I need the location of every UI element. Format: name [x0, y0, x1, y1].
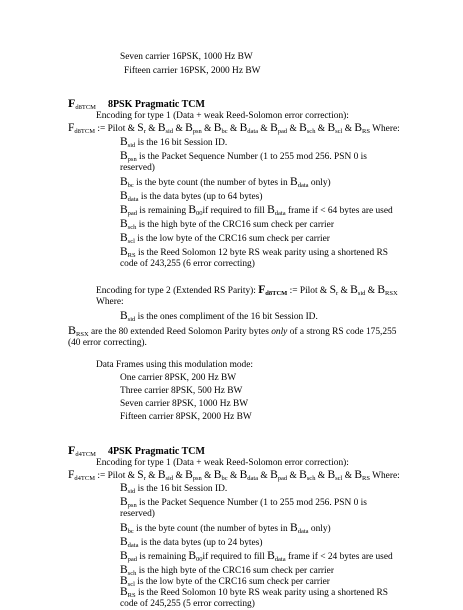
def-scl: $B_{scl}$ is the low byte of the CRC16 sum check per carrier [120, 232, 330, 245]
def-psn: $B_{psn}$ is the Packet Sequence Number (1 to 255 mod 256. PSN 0 is [120, 150, 367, 163]
def-sid: $B_{sid}$ is the 16 bit Session ID. [120, 136, 228, 149]
def-pad: $B_{pad}$ is remaining $B_{00}if$ required to fill $B_{data}$ frame if < 24 bytes are used [120, 550, 393, 563]
def-pad: $B_{pad}$ is remaining $B_{00}if$ required to fill $B_{data}$ frame if < 64 bytes are used [120, 204, 393, 217]
list-item: Fifteen carrier 16PSK, 2000 Hz BW [124, 66, 261, 76]
def-rsx-cont: (40 error correcting). [68, 338, 147, 348]
def-data: $B_{data}$ is the data bytes (up to 24 bytes) [120, 536, 263, 549]
def-psn-cont: reserved) [120, 509, 155, 519]
def-bc: $B_{bc}$ is the byte count (the number of bytes in $B_{data}$ only) [120, 176, 331, 189]
section-heading-4psk: $F_{d4TCM}$ 4PSK Pragmatic TCM [68, 443, 205, 458]
list-item: Fifteen carrier 8PSK, 2000 Hz BW [120, 412, 252, 422]
where-label: Where: [96, 297, 124, 307]
def-sch: $B_{sch}$ is the high byte of the CRC16 sum check per carrier [120, 218, 334, 231]
frame-formula: $F_{d8TCM}$ := Pilot & $S_r$ & $B_{sid}$ & $B_{psn}$ & $B_{bc}$ & $B_{data}$ & $B_{pad}$ & $B_{sch}$ & $B_{scl}$ & $B_{RS}$ Where: [68, 122, 400, 135]
def-psn-cont: reserved) [120, 163, 155, 173]
def-rs: $B_{RS}$ is the Reed Solomon 12 byte RS weak parity using a shortened RS [120, 246, 388, 259]
def-data: $B_{data}$ is the data bytes (up to 64 bytes) [120, 190, 263, 203]
frame-formula: $F_{d4TCM}$ := Pilot & $S_r$ & $B_{sid}$ & $B_{psn}$ & $B_{bc}$ & $B_{data}$ & $B_{pad}$ & $B_{sch}$ & $B_{scl}$ & $B_{RS}$ Where: [68, 469, 400, 482]
list-item: Seven carrier 16PSK, 1000 Hz BW [120, 52, 253, 62]
frames-title: Data Frames using this modulation mode: [96, 360, 254, 370]
encoding-type2-formula: Encoding for type 2 (Extended RS Parity): $F_{d8TCM}$ := Pilot & $S_r$ & $B_{sid}$ & $B_{RSX}$ [96, 284, 398, 297]
def-bc: $B_{bc}$ is the byte count (the number of bytes in $B_{data}$ only) [120, 522, 331, 535]
def-rs-cont: code of 243,255 (6 error correcting) [120, 259, 255, 269]
def-sch: $B_{sch}$ is the high byte of the CRC16 sum check per carrier [120, 564, 334, 577]
encoding-type1-label: Encoding for type 1 (Data + weak Reed-Solomon error correction): [96, 458, 349, 468]
def-sid-complement: $B_{sid}$ is the ones compliment of the 16 bit Session ID. [120, 310, 318, 323]
def-scl: $B_{scl}$ is the low byte of the CRC16 sum check per carrier [120, 575, 330, 588]
list-item: Seven carrier 8PSK, 1000 Hz BW [120, 399, 249, 409]
list-item: One carrier 8PSK, 200 Hz BW [120, 373, 237, 383]
encoding-type1-label: Encoding for type 1 (Data + weak Reed-Solomon error correction): [96, 111, 349, 121]
def-rs-cont: code of 245,255 (5 error correcting) [120, 599, 255, 609]
def-psn: $B_{psn}$ is the Packet Sequence Number (1 to 255 mod 256. PSN 0 is [120, 496, 367, 509]
section-heading-8psk: $F_{d8TCM}$ 8PSK Pragmatic TCM [68, 96, 205, 111]
def-rsx: $B_{RSX}$ are the 80 extended Reed Solomon Parity bytes only of a strong RS code 175,255 [68, 323, 397, 338]
def-sid: $B_{sid}$ is the 16 bit Session ID. [120, 482, 228, 495]
list-item: Three carrier 8PSK, 500 Hz BW [120, 386, 243, 396]
def-rs: $B_{RS}$ is the Reed Solomon 10 byte RS weak parity using a shortened RS [120, 586, 388, 599]
